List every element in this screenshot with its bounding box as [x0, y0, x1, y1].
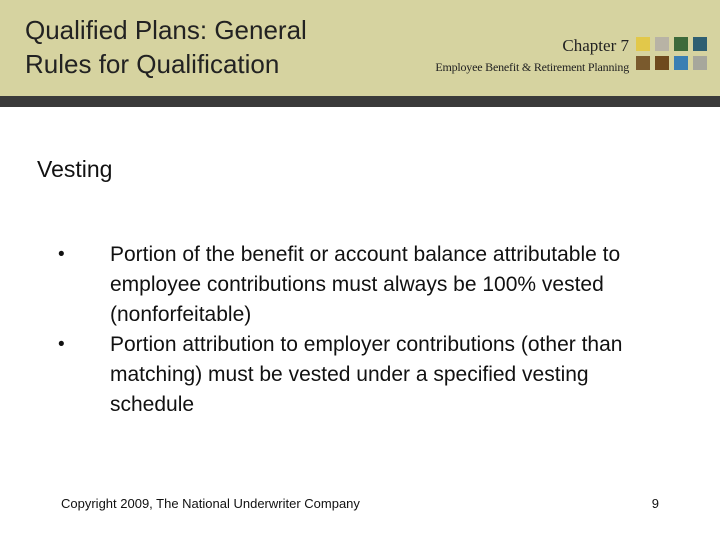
- square-icon: [674, 56, 688, 70]
- bullet-icon: •: [58, 334, 65, 355]
- list-item: [58, 330, 668, 420]
- square-icon: [636, 37, 650, 51]
- section-heading: Vesting: [37, 156, 113, 182]
- slide-title: Qualified Plans: General Rules for Qualification: [25, 15, 307, 79]
- square-icon: [674, 37, 688, 51]
- header-divider: [0, 96, 720, 107]
- slide-header: [0, 0, 720, 96]
- list-item: [58, 240, 668, 330]
- page-number: 9: [651, 496, 659, 511]
- square-icon: [693, 56, 707, 70]
- bullet-text: Portion attribution to employer contributions (other than matching) must be vested under a specified vesting schedule: [110, 333, 623, 416]
- square-icon: [693, 37, 707, 51]
- bullet-list: [58, 240, 668, 420]
- copyright-notice: Copyright 2009, The National Underwriter Company: [61, 496, 360, 511]
- square-icon: [655, 56, 669, 70]
- bullet-text: Portion of the benefit or account balance attributable to employee contributions must always be 100% vested (nonforfeitable): [110, 243, 621, 326]
- square-icon: [636, 56, 650, 70]
- course-subtitle: Employee Benefit & Retirement Planning: [435, 60, 629, 74]
- chapter-label: Chapter 7: [562, 36, 629, 55]
- bullet-icon: •: [58, 244, 65, 265]
- decorative-squares: [636, 37, 716, 71]
- square-icon: [655, 37, 669, 51]
